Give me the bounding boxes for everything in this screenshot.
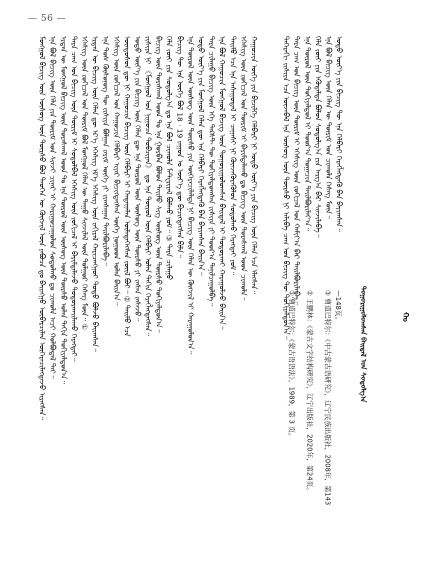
main-text-line: ᠵᠢᠱᠢᠶᠡ ᠨᠢ 《ᠮᠣᠩᠭᠣᠯ ᠤᠨ ᠨᠢᠭᠤᠴᠠ ᠲᠣᠪᠴᠢᠶᠠᠨ》 ᠳᠤ ᠡᠨᠡ ᠲᠥᠷᠦᠯ ᠦᠨ ᠬᠡᠯᠪᠡᠷᠢ ᠣᠯᠠᠨ ᠳᠠᠬᠢᠨ ᠬᠡᠷᠡᠭᠯᠡᠭᠳᠡᠭᠰᠡᠨ᠃ <box>143 36 153 337</box>
right-text-block <box>280 36 396 340</box>
footnote-1: ① 曹道巴特尔：《蒙古语语法》，1989，第 3 页。 <box>287 290 296 440</box>
main-text-line: ᠡᠭᠡᠰᠢᠭ ᠦᠨ ᠵᠣᠬᠢᠴᠠᠯ ᠤᠨ ᠳᠦᠷᠢᠮ ᠪᠣᠯ ᠮᠣᠩᠭᠣᠯ ᠬᠡᠯᠡᠨ ᠦ ᠳᠠᠭᠤ ᠰᠢᠨᠵᠢᠯᠡᠯ ᠦᠨ ᠲᠤᠯᠭᠤᠷ ᠬᠡᠰᠡᠭ ᠮᠥᠨ᠃ ① <box>79 36 89 330</box>
footnotes <box>286 290 346 510</box>
main-text-block <box>36 36 268 552</box>
right-text-line: ᠬᠡᠯᠡ ᠵᠦᠢ ᠶᠢᠨ ᠡᠭᠦᠳᠡᠯᠲᠡ ᠪᠣᠯᠤᠨ ᠰᠤᠳᠤᠯᠭ᠎ᠠ ᠶᠢᠨ ᠠᠷᠭ᠎ᠠ ᠪᠠᠷ ᠰᠢᠨᠵᠢᠯᠡᠪᠡ᠃ <box>313 36 323 238</box>
page-number: — 56 — <box>28 14 67 24</box>
main-text-line: ᠡᠨᠡ ᠲᠤᠰ ᠬᠦᠰᠦᠨᠦᠭ ᠲᠦ ᠵᠢᠱᠢᠶᠡ ᠪᠣᠯᠭᠠᠨ ᠵᠠᠷᠢᠮ ᠦᠭᠡ ᠶᠢ ᠵᠢᠭᠰᠠᠭᠠᠨ ᠲᠠᠢᠯᠪᠤᠷᠢᠯᠠᠪᠠ᠃ <box>101 36 111 266</box>
right-text-line: ᠣᠳᠣ ᠦᠶ᠎ᠡ ᠶᠢᠨ ᠪᠢᠴᠢᠭ ᠲᠦ ᠡᠨᠡ ᠬᠡᠯᠪᠡᠷᠢ ᠬᠡᠷᠡᠭᠯᠡᠭᠳᠡᠬᠦ ᠪᠠᠨ ᠪᠠᠶᠢᠭᠰᠠᠨ᠃ <box>334 36 344 232</box>
main-text-line: ᠡᠷᠲᠡᠨ ᠦ ᠮᠣᠩᠭᠣᠯ ᠪᠢᠴᠢᠭ ᠦᠨ ᠳᠤᠷᠠᠰᠬᠠᠯ ᠤᠳ ᠲᠤ ᠡᠨᠡ ᠲᠥᠷᠦᠯ ᠦᠨ ᠦᠰᠦᠭ ᠦᠨ ᠳᠦᠷᠰᠦ ᠣᠯᠠᠨ ᠳᠠᠬᠢᠨ ᠲᠣᠬᠢᠶᠠᠯᠳᠤᠨ᠎ᠠ᠃ <box>58 36 68 384</box>
right-text-line: ᠳᠡᠭᠡᠷᠡᠬᠢ ᠵᠢᠱᠢᠶᠡ ᠡᠴᠡ ᠦᠵᠡᠪᠡᠯ ᠡᠨᠡ ᠦᠰᠦᠭ ᠦᠨ ᠳᠦᠷᠰᠦ ᠨᠢ ᠠᠯᠢᠪᠠ ᠴᠠᠭ ᠤᠨ ᠪᠢᠴᠢᠭ ᠲᠦ ᠲᠣᠬᠢᠶᠠᠯᠳᠤᠨ᠎ᠠ᠃ <box>281 36 291 340</box>
main-text-line: ᠡᠭᠡᠰᠢᠭ ᠦᠨ ᠵᠣᠬᠢᠴᠠᠯ ᠤᠨ ᠳᠦᠷᠢᠮ ᠢ ᠪᠠᠷᠢᠮᠲᠠᠯᠠᠬᠤ ᠳᠤ ᠪᠢᠴᠢᠭ ᠦᠨ ᠳᠤᠷᠠᠰᠬᠠᠯ ᠤᠳ ᠴᠢᠬᠤᠯᠠ᠃ <box>238 36 248 301</box>
main-text-line: ᠡᠭᠡᠰᠢᠭ ᠦᠨ ᠵᠣᠬᠢᠴᠠᠯ ᠤᠨ ᠬᠠᠭᠤᠴᠢᠨ ᠬᠡᠯᠪᠡᠷᠢ ᠢᠶᠠᠷ ᠪᠢᠴᠢᠭᠳᠡᠭᠰᠡᠨ ᠦᠭᠡ ᠨᠤᠭᠤᠳ ᠣᠯᠠᠨ ᠪᠠᠢᠨ᠎ᠠ᠃ <box>111 36 121 306</box>
main-text-line: ᠡᠷᠲᠡᠨ ᠦ ᠪᠢᠴᠢᠭ ᠦᠨ ᠬᠡᠯᠡᠨ ᠳᠦ ᠡᠷ᠎ᠡ ᠡᠭᠡᠰᠢᠭ ᠡᠮ᠎ᠡ ᠡᠭᠡᠰᠢᠭ ᠦᠨ ᠵᠠᠬᠢᠷᠠᠯ ᠬᠠᠷᠢᠴᠠᠩᠭᠤᠢ ᠲᠣᠳᠣ ᠪᠣᠯᠵᠤ ᠪᠠᠢᠭᠰᠠᠨ᠃ <box>90 36 100 352</box>
main-text-line: ᠲᠡᠷᠡ ᠴᠢᠯᠠᠭᠤ ᠪᠢᠴᠢᠭ ᠦᠨ ᠡᠬᠡ ᠲᠡᠺᠰᠲ ᠲᠦ ᠲᠣᠬᠢᠶᠠᠯᠳᠤᠭᠰᠠᠨ ᠵᠢᠱᠢᠶᠡ ᠶᠢ ᠳᠣᠣᠷ᠎ᠠ ᠲᠠᠨᠢᠯᠴᠠᠭᠤᠯᠪᠠ᠃ <box>207 36 217 307</box>
right-text-line: ᠡᠨᠡ ᠪᠣᠯ ᠪᠢᠴᠢᠭ ᠦᠨ ᠬᠡᠯᠡᠨ ᠦ ᠳᠦᠷᠢᠮ ᠤᠨ ᠴᠢᠬᠤᠯᠠ ᠬᠡᠰᠡᠭ ᠮᠥᠨ᠃ <box>323 36 333 219</box>
main-text-line: ᠬᠡᠯᠡ ᠵᠦᠢ ᠶᠢᠨ ᠰᠤᠳᠤᠯᠭ᠎ᠠ ᠳᠤ ᠡᠨᠡ ᠪᠣᠯ ᠴᠢᠬᠤᠯᠠ ᠮᠠᠲᠸᠷᠢᠶᠠᠯ ᠪᠣᠯᠬᠤ ᠶᠤᠮ᠃ ③ ᠲᠡᠷᠡ ᠴᠢᠯᠠᠭᠤ <box>164 36 174 280</box>
main-text-line: ᠲᠡᠢᠮᠦ ᠡᠴᠡ ᠡᠨᠡ ᠠᠰᠠᠭᠤᠳᠠᠯ ᠢ ᠴᠠᠭᠠᠰᠢ ᠨᠢ ᠭᠦᠨᠵᠡᠭᠦᠷᠡᠭᠦᠯᠦᠨ ᠰᠤᠳᠤᠯᠬᠤ ᠬᠡᠷᠡᠭᠲᠡᠢ ᠶᠤᠮ᠃ <box>228 36 238 275</box>
main-text-line: ᠪᠢᠴᠢᠭ ᠦᠨ ᠳᠤᠷᠠᠰᠬᠠᠯ ᠤᠳ ᠲᠤ ᠡᠨᠡ ᠭᠤᠷᠪᠠᠨ ᠪᠣᠯᠤᠨ ᠲᠡᠢᠮᠦ ᠰᠢᠭ ᠦᠰᠦᠭ ᠦᠨ ᠳᠦᠷᠰᠦ ᠲᠣᠬᠢᠶᠠᠯᠳᠤᠨ᠎ᠠ᠃ <box>154 36 164 333</box>
main-text-line: ᠬᠠᠭᠤᠴᠢᠨ ᠦᠭᠡ ᠶᠢᠨ ᠪᠢᠴᠢᠯᠭᠡ ᠬᠡᠯᠪᠡᠷᠢ ᠨᠢ ᠣᠳᠣ ᠦᠶ᠎ᠡ ᠶᠢᠨ ᠪᠢᠴᠢᠭ ᠦᠨ ᠬᠡᠯᠡᠨ ᠡᠴᠡ ᠡᠯᠡᠭᠰᠡᠨ᠃ <box>249 36 259 294</box>
right-text-line: ᠡᠨᠡ ᠲᠥᠷᠦᠯ ᠦᠨ ᠲᠣᠬᠢᠶᠠᠯᠳᠤᠯ ᠢ ᠳᠣᠣᠷ᠎ᠠ ᠲᠣᠭᠠᠴᠢᠨ ᠲᠠᠢᠯᠪᠤᠷᠢᠯᠠᠶ᠎ᠠ᠃ <box>302 36 312 231</box>
section-heading-mark: ᠬᠣ <box>401 312 410 322</box>
section-title: ᠲᠣᠭᠤᠷᠢᠭᠤᠯᠤᠭᠰᠠᠨ ᠪᠠᠢᠳᠠᠯ ᠤᠨ ᠰᠣᠳᠤᠯᠭ᠎ᠠ <box>359 286 367 403</box>
main-text-line: ᠣᠳᠣ ᠦᠶ᠎ᠡ ᠶᠢᠨ ᠮᠣᠩᠭᠣᠯ ᠬᠡᠯᠡᠨ ᠳᠦ ᠡᠨᠡ ᠬᠡᠯᠪᠡᠷᠢ ᠬᠡᠷᠡᠭᠯᠡᠭᠳᠡᠬᠦ ᠪᠠᠨ ᠪᠠᠶᠢᠭᠰᠠᠨ ᠪᠠᠢᠨ᠎ᠠ᠃ <box>196 36 206 276</box>
footnote-3: ③ 曹道巴特尔：《中古蒙古语研究》，辽宁民族出版社，2008年，第143—148页。 <box>323 290 343 506</box>
main-text-line: ᠡᠨᠡ ᠪᠣᠯ ᠪᠢᠴᠢᠭ ᠦᠨ ᠬᠡᠯᠡ ᠶᠢᠨ ᠳᠦᠷᠢᠮ ᠤᠨ ᠰᠢᠨᠵᠢ ᠴᠢᠨᠠᠷ ᠢ ᠬᠠᠷᠢᠭᠤᠴᠠᠭᠤᠯᠤᠨ ᠰᠤᠳᠤᠯᠬᠤ ᠳᠤ ᠴᠢᠬᠤᠯᠠ ᠠᠴᠢ ᠬᠣᠯᠪᠣᠳᠠᠯ ᠲᠠᠢ᠃ <box>48 36 58 379</box>
main-text-line: ᠡᠨᠡ ᠲᠥᠷᠦᠯ ᠦᠨ ᠦᠰᠦᠭ ᠦᠨ ᠳᠦᠷᠰᠦ ᠶᠢᠨ ᠥᠭᠡᠷᠡᠴᠢᠯᠡᠯᠲᠡ ᠨᠢ ᠪᠢᠴᠢᠭ ᠦᠨ ᠬᠡᠯᠡᠨ ᠦ ᠬᠥᠭᠵᠢᠯ ᠢ ᠬᠠᠷᠠᠭᠤᠯᠤᠨ᠎ᠠ᠃ <box>185 36 195 355</box>
right-text-line: ᠲᠡᠷᠡ ᠴᠠᠭ ᠤᠨ ᠪᠢᠴᠢᠭ ᠦᠨ ᠳᠦᠷᠢᠮ ᠢ ᠡᠭᠡᠰᠢᠭ ᠦᠨ ᠵᠣᠬᠢᠴᠠᠯ ᠤᠨ ᠬᠠᠮᠢᠶ᠎ᠠ ᠪᠠᠷ ᠲᠠᠢᠯᠪᠤᠷᠢᠯᠠᠪᠠ᠃ <box>292 36 302 305</box>
footnote-2: ② 王鹏林：《蒙古文字结构研究》，辽宁出版社，2020年，第24页。 <box>305 290 314 495</box>
main-text-line: ᠲᠡᠷᠡ ᠴᠠᠭ ᠤᠨ ᠪᠢᠴᠢᠭ ᠦᠨ ᠳᠦᠷᠢᠮ ᠢ ᠰᠤᠳᠤᠯᠪᠠᠯ ᠡᠭᠡᠰᠢᠭ ᠦᠨ ᠵᠣᠬᠢᠴᠠᠯ ᠢ ᠪᠠᠷᠢᠮᠲᠠᠯᠠᠵᠤ ᠲᠣᠳᠣᠷᠬᠠᠢᠯᠠᠬᠤ ᠬᠡᠷᠡᠭᠲᠡᠢ᠃ <box>69 36 79 362</box>
main-text-line: ᠪᠢᠴᠢᠭ ᠲᠦ ᠡᠨᠡ ᠦᠭᠡ ᠪᠣᠯ 18 · 19 ᠵᠠᠭᠤᠨ ᠤ ᠦᠶ᠎ᠡ ᠳᠦ ᠪᠢᠴᠢᠭᠳᠡᠭᠰᠡᠨ ᠪᠢᠯᠡ᠃ <box>175 36 185 258</box>
main-text-line: ᠣᠳᠣ ᠦᠶ᠎ᠡ ᠶᠢᠨ ᠪᠢᠴᠢᠭ ᠦᠨ ᠬᠡᠯᠡᠨ ᠳᠦ ᠡᠨᠡ ᠲᠥᠷᠦᠯ ᠦᠨ ᠦᠰᠦᠭ ᠦᠨ ᠳᠦᠷᠰᠦ ᠶᠢ ᠵᠠᠰᠠᠨ ᠵᠠᠰᠠᠵᠤ᠃ <box>132 36 142 322</box>
main-text-line: ᠦᠨᠳᠦᠰᠦᠨ ᠳᠦ ᠨᠢ ᠬᠠᠭᠤᠴᠢᠨ ᠪᠢᠴᠢᠭ ᠦᠨ ᠬᠡᠯᠪᠡᠷᠢ ᠢ ᠬᠠᠳᠠᠭᠠᠯᠠᠨ ᠦᠯᠡᠳᠡᠭᠡᠭᠰᠡᠨ ᠵᠦᠢᠯ ᠪᠣᠢ᠃ ② ᠲᠡᠢᠮᠦ ᠡᠴᠡ <box>122 36 132 337</box>
main-text-line: ᠡᠨᠡ ᠪᠣᠯ ᠬᠠᠭᠤᠴᠢᠨ ᠮᠣᠩᠭᠣᠯ ᠪᠢᠴᠢᠭ ᠦᠨ ᠲᠣᠭᠤᠷᠢᠭᠤᠯᠤᠭᠰᠠᠨ ᠪᠠᠢᠳᠠᠯ ᠢ ᠲᠣᠳᠣᠷᠬᠠᠢ ᠬᠠᠷᠠᠭᠤᠯᠵᠤ ᠪᠠᠢᠨ᠎ᠠ᠃ <box>217 36 227 330</box>
main-text-line: ᠮᠣᠩᠭᠣᠯ ᠪᠢᠴᠢᠭ ᠦᠨ ᠦᠰᠦᠭ ᠦᠨ ᠳᠦᠷᠰᠦ ᠪᠣᠯ ᠲᠡᠦᠬᠡᠨ ᠦ ᠬᠥᠭᠵᠢᠯ ᠦᠨ ᠶᠠᠪᠤᠴᠠ ᠳᠤ ᠪᠠᠢᠩᠭᠤ ᠥᠪᠡᠷᠴᠢᠯᠡᠨ ᠥᠭᠡᠷᠡᠴᠢᠯᠡᠭᠳᠡᠵᠦ ᠢᠷᠡᠭᠰᠡᠨ᠃ <box>37 36 47 421</box>
